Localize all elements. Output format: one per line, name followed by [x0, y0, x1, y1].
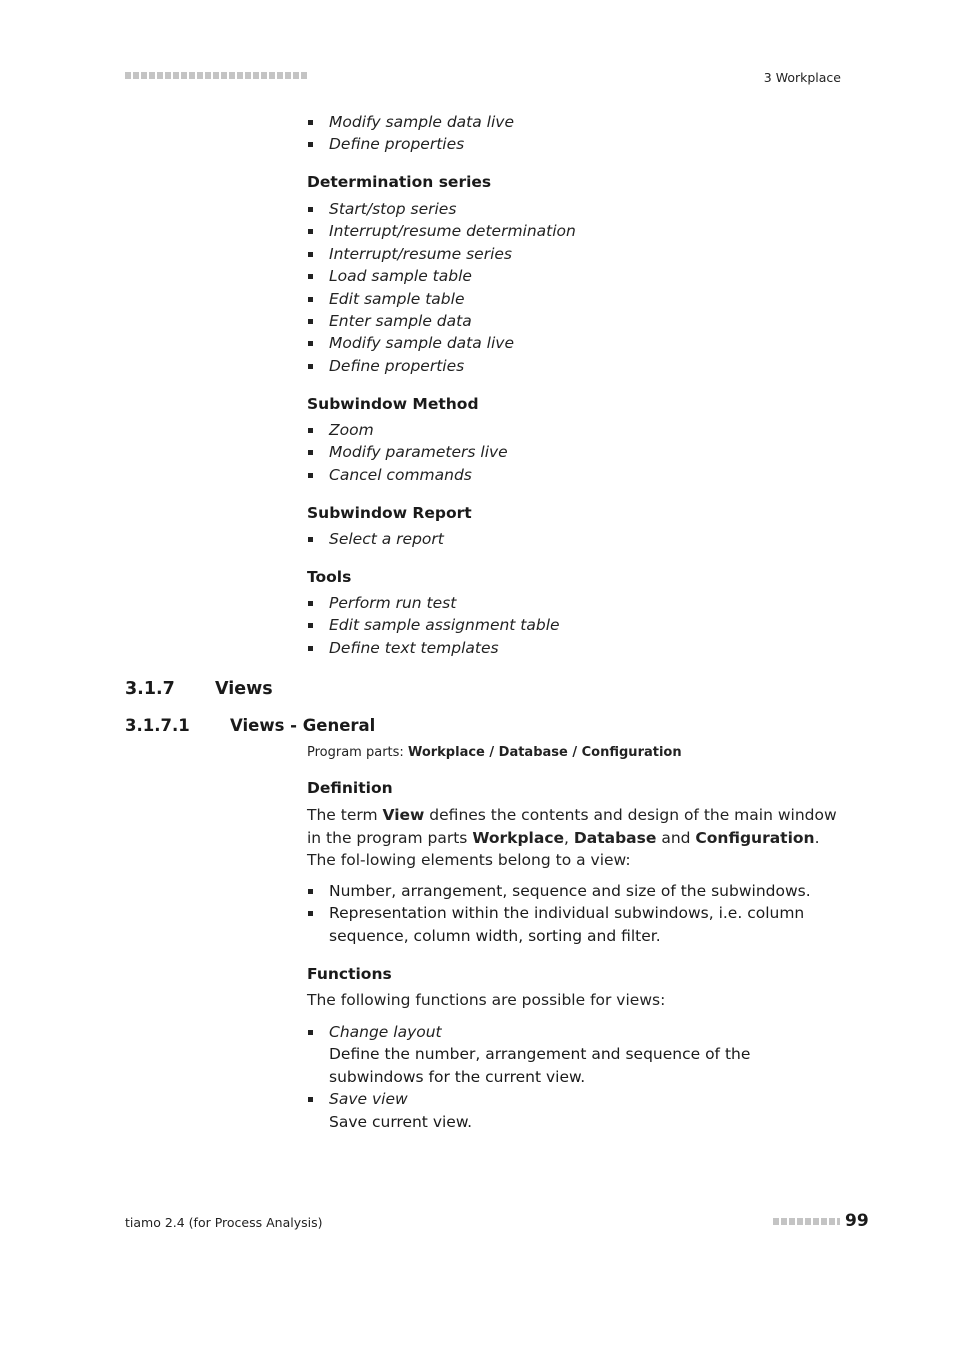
- header-decoration: [125, 72, 307, 79]
- list-item: Modify sample data live: [307, 111, 847, 133]
- program-parts-value: Workplace / Database / Configuration: [407, 745, 682, 760]
- function-description: Save current view.: [329, 1112, 473, 1131]
- list-item: Define properties: [307, 355, 847, 377]
- functions-intro: The following functions are possible for views:: [307, 991, 666, 1009]
- header-chapter: 3 Workplace: [763, 70, 841, 85]
- subsection-number: 3.1.7.1: [125, 716, 190, 735]
- list-item: Load sample table: [307, 265, 847, 287]
- list-item: Modify parameters live: [307, 441, 847, 463]
- list-item: Define text templates: [307, 637, 847, 659]
- section-title: Views: [215, 679, 273, 699]
- list-item: Modify sample data live: [307, 332, 847, 354]
- definition-paragraph: The term View defines the contents and design of the main window in the program parts Workplace, Database and Configuration. The fol-lowing elements belong to a view:: [307, 806, 837, 869]
- footer-decoration: [773, 1218, 840, 1225]
- list-item: [307, 1088, 847, 1133]
- list-item: Define properties: [307, 133, 847, 155]
- heading-functions: Functions: [307, 965, 392, 983]
- list-item: Edit sample assignment table: [307, 614, 847, 636]
- list-item: Edit sample table: [307, 288, 847, 310]
- list-item: Cancel commands: [307, 464, 847, 486]
- subwindow-report-list: [307, 528, 847, 550]
- heading-subwindow-report: Subwindow Report: [307, 504, 472, 522]
- list-item: Start/stop series: [307, 198, 847, 220]
- list-item: [307, 1021, 847, 1088]
- list-item: Interrupt/resume series: [307, 243, 847, 265]
- function-name: Change layout: [329, 1023, 442, 1041]
- footer-product: tiamo 2.4 (for Process Analysis): [125, 1215, 323, 1230]
- heading-subwindow-method: Subwindow Method: [307, 395, 479, 413]
- heading-tools: Tools: [307, 568, 352, 586]
- top-list: [307, 111, 847, 156]
- function-description: Define the number, arrangement and sequence of the subwindows for the current view.: [329, 1045, 751, 1086]
- list-item: Perform run test: [307, 592, 847, 614]
- definition-list: [307, 880, 847, 947]
- program-parts: [307, 745, 847, 760]
- list-item: Representation within the individual subwindows, i.e. column sequence, column width, sorting and filter.: [307, 902, 847, 947]
- subsection-title: Views - General: [230, 716, 376, 735]
- functions-list: [307, 1021, 847, 1133]
- determination-series-list: [307, 198, 847, 377]
- list-item: Enter sample data: [307, 310, 847, 332]
- list-item: Select a report: [307, 528, 847, 550]
- page-number: 99: [845, 1211, 869, 1231]
- program-parts-label: Program parts:: [307, 745, 404, 760]
- heading-definition: Definition: [307, 779, 393, 797]
- tools-list: [307, 592, 847, 659]
- heading-determination-series: Determination series: [307, 173, 492, 191]
- function-name: Save view: [329, 1090, 408, 1109]
- list-item: Number, arrangement, sequence and size of the subwindows.: [307, 880, 847, 902]
- list-item: Interrupt/resume determination: [307, 220, 847, 242]
- section-number: 3.1.7: [125, 679, 175, 699]
- list-item: Zoom: [307, 419, 847, 441]
- subwindow-method-list: [307, 419, 847, 486]
